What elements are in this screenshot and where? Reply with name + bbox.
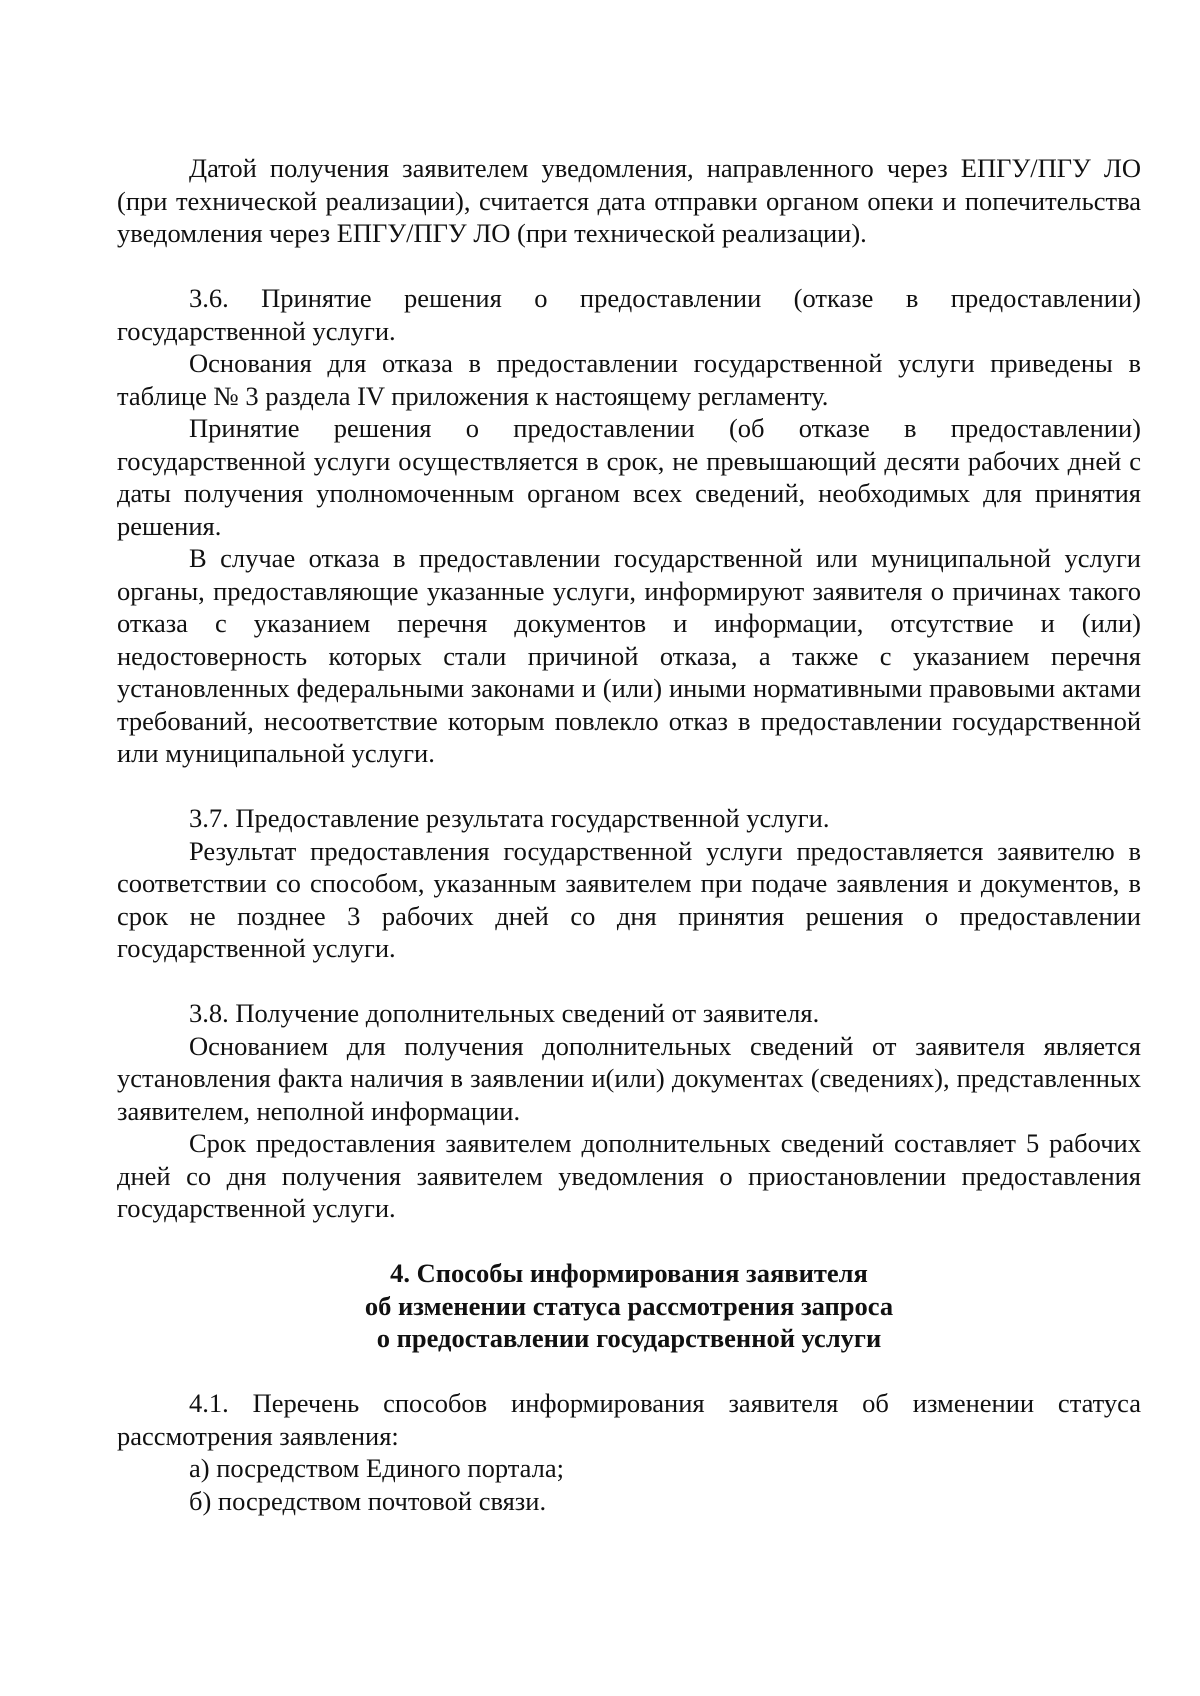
section-4-heading-line-1: 4. Способы информирования заявителя: [390, 1258, 868, 1288]
section-3-8-paragraph-2: Срок предоставления заявителем дополнительных сведений составляет 5 рабочих дней со дня получения заявителем уведомления о приостановлении предоставления государственной услуги.: [117, 1128, 1141, 1223]
section-4-1-title: 4.1. Перечень способов информирования заявителя об изменении статуса рассмотрения заявления:: [117, 1388, 1141, 1451]
spacer: [117, 965, 1141, 998]
section-3-7-title: 3.7. Предоставление результата государственной услуги.: [189, 803, 830, 833]
spacer: [117, 770, 1141, 803]
section-3-6-paragraph-1: Основания для отказа в предоставлении государственной услуги приведены в таблице № 3 раздела IV приложения к настоящему регламенту.: [117, 348, 1141, 411]
section-4-heading: [117, 1257, 1141, 1355]
section-3-6-paragraph-3: В случае отказа в предоставлении государственной или муниципальной услуги органы, предоставляющие указанные услуги, информируют заявителя о причинах такого отказа с указанием перечня документов и информации, отсутствие и (или) недостоверность которых стали причиной отказа, а также с указанием перечня установленных федеральными законами и (или) иными нормативными правовыми актами требований, несоответствие которым повлекло отказ в предоставлении государственной или муниципальной услуги.: [117, 543, 1141, 768]
list-item-a: а) посредством Единого портала;: [189, 1453, 564, 1483]
document-page: [117, 152, 1141, 1517]
section-3-6-paragraph-2: Принятие решения о предоставлении (об отказе в предоставлении) государственной услуги осуществляется в срок, не превышающий десяти рабочих дней с даты получения уполномоченным органом всех сведений, необходимых для принятия решения.: [117, 413, 1141, 541]
list-item-b: б) посредством почтовой связи.: [189, 1485, 547, 1516]
spacer: [117, 1225, 1141, 1258]
spacer: [117, 1355, 1141, 1388]
section-4-heading-line-3: о предоставлении государственной услуги: [376, 1323, 882, 1353]
section-3-8-paragraph-1: Основанием для получения дополнительных сведений от заявителя является установления факта наличия в заявлении и(или) документах (сведениях), представленных заявителем, неполной информации.: [117, 1030, 1141, 1126]
section-3-7-paragraph-1: Результат предоставления государственной услуги предоставляется заявителю в соответствии со способом, указанным заявителем при подаче заявления и документов, в срок не позднее 3 рабочих дней со дня принятия решения о предоставлении государственной услуги.: [117, 835, 1141, 963]
section-3-6-title: 3.6. Принятие решения о предоставлении (отказе в предоставлении) государственной услуги.: [117, 283, 1141, 346]
spacer: [117, 250, 1141, 283]
paragraph-notification-date: Датой получения заявителем уведомления, направленного через ЕПГУ/ПГУ ЛО (при технической реализации), считается дата отправки органом опеки и попечительства уведомления через ЕПГУ/ПГУ ЛО (при технической реализации).: [117, 153, 1141, 248]
section-3-8-title: 3.8. Получение дополнительных сведений от заявителя.: [189, 998, 820, 1028]
section-4-heading-line-2: об изменении статуса рассмотрения запроса: [364, 1290, 894, 1321]
